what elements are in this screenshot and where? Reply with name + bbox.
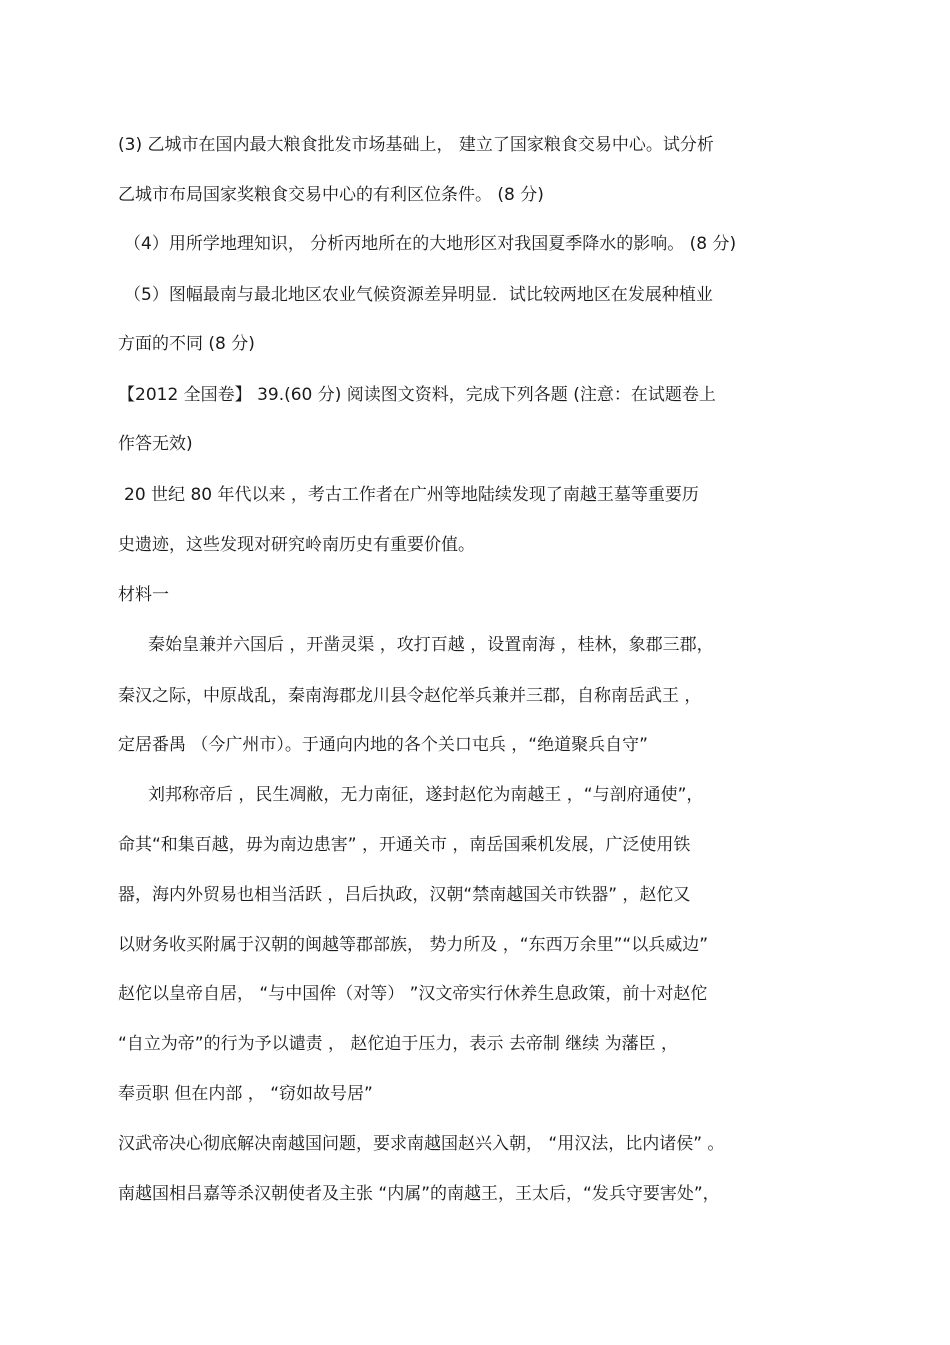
intro-line-2: 史遗迹，这些发现对研究岭南历史有重要价值。 xyxy=(118,535,475,555)
exam-header-line-1: 【2012 全国卷】 39.(60 分) 阅读图文资料，完成下列各题 (注意：在试题卷上 xyxy=(118,385,716,405)
material-paragraph-3-line-2: 南越国相吕嘉等杀汉朝使者及主张 “内属”的南越王，王太后，“发兵守要害处”， xyxy=(118,1184,720,1204)
question-3-line-2: 乙城市布局国家奖粮食交易中心的有利区位条件。 (8 分) xyxy=(118,185,544,205)
material-paragraph-2-line-2: 命其“和集百越，毋为南边患害” ，开通关市 ，南岳国乘机发展，广泛使用铁 xyxy=(118,835,691,855)
material-paragraph-3-line-1: 汉武帝决心彻底解决南越国问题，要求南越国赵兴入朝， “用汉法，比内诸侯” 。 xyxy=(118,1134,725,1154)
question-3-line-1: (3) 乙城市在国内最大粮食批发市场基础上， 建立了国家粮食交易中心。试分析 xyxy=(118,135,714,155)
material-paragraph-1-line-2: 秦汉之际，中原战乱，秦南海郡龙川县令赵佗举兵兼并三郡，自称南岳武王 ， xyxy=(118,686,702,706)
material-paragraph-1-line-1: 秦始皇兼并六国后 ，开凿灵渠 ，攻打百越 ，设置南海 ，桂林，象郡三郡， xyxy=(148,635,714,655)
material-paragraph-2-line-6: “自立为帝”的行为予以谴责 ， 赵佗迫于压力，表示 去帝制 继续 为藩臣 ， xyxy=(118,1034,679,1054)
intro-line-1: 20 世纪 80 年代以来 ，考古工作者在广州等地陆续发现了南越王墓等重要历 xyxy=(124,485,699,505)
material-paragraph-2-line-5: 赵佗以皇帝自居， “与中国侔（对等） ”汉文帝实行休养生息政策，前十对赵佗 xyxy=(118,984,708,1004)
material-paragraph-2-line-1: 刘邦称帝后 ，民生凋敝，无力南征，遂封赵佗为南越王 ，“与剖府通使”， xyxy=(148,785,704,805)
material-paragraph-1-line-3: 定居番禺 （今广州市）。于通向内地的各个关口屯兵 ，“绝道聚兵自守” xyxy=(118,735,648,755)
material-paragraph-2-line-4: 以财务收买附属于汉朝的闽越等郡部族， 势力所及 ，“东西万余里”“以兵威边” xyxy=(118,935,709,955)
question-4-line: （4）用所学地理知识， 分析丙地所在的大地形区对我国夏季降水的影响。 (8 分) xyxy=(124,234,737,254)
question-5-line-2: 方面的不同 (8 分) xyxy=(118,334,255,354)
material-paragraph-2-line-7: 奉贡职 但在内部 ， “窃如故号居” xyxy=(118,1084,373,1104)
material-one-heading: 材料一 xyxy=(118,585,169,605)
question-5-line-1: （5）图幅最南与最北地区农业气候资源差异明显．试比较两地区在发展种植业 xyxy=(124,285,713,305)
exam-header-line-2: 作答无效) xyxy=(118,434,193,454)
material-paragraph-2-line-3: 器，海内外贸易也相当活跃 ，吕后执政，汉朝“禁南越国关市铁器” ，赵佗又 xyxy=(118,885,691,905)
